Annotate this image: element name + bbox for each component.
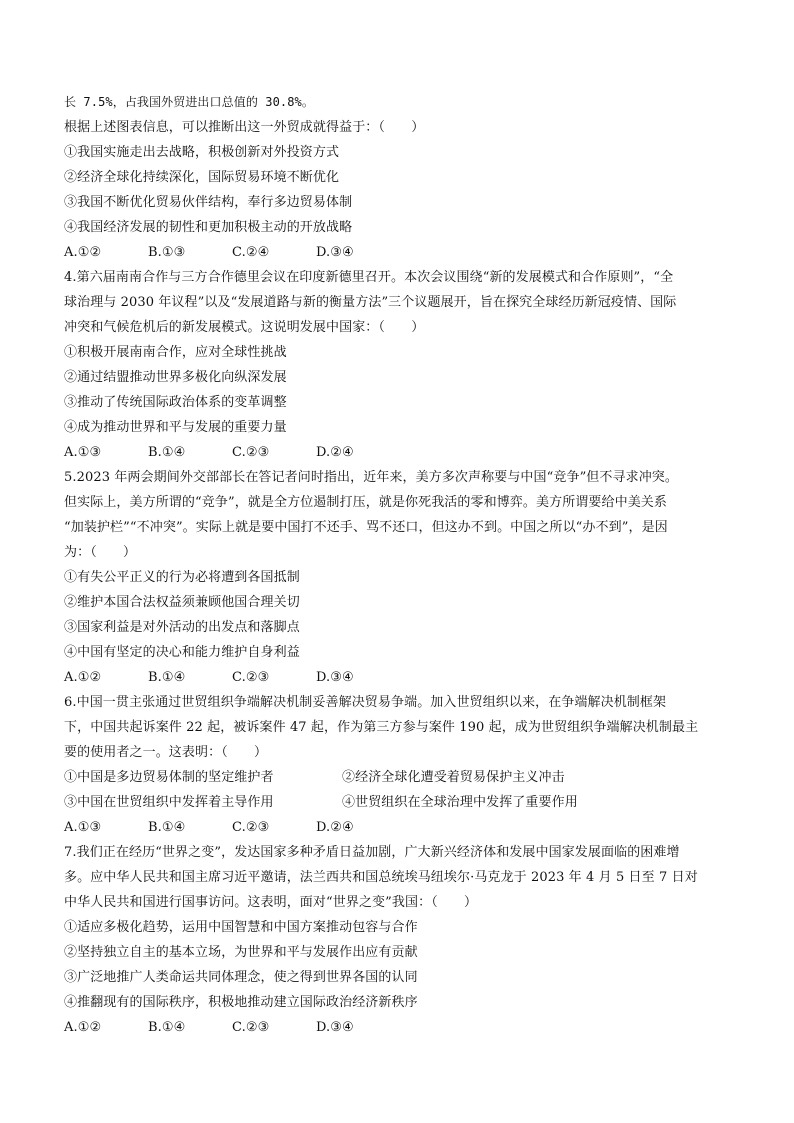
question-5 (64, 465, 740, 690)
question-6-options-row-1 (64, 765, 740, 790)
question-3-choice-a[interactable]: A.①② (64, 245, 102, 260)
question-7-stem-line-2: 多。应中华人民共和国主席习近平邀请，法兰西共和国总统埃马纽埃尔·马克龙于 2023 年 4 月 5 日至 7 日对 (64, 870, 698, 885)
question-4-option-3: ③推动了传统国际政治体系的变革调整 (64, 395, 287, 410)
question-5-option-4: ④中国有坚定的决心和能力维护自身利益 (64, 645, 300, 660)
question-3-option-3: ③我国不断优化贸易伙伴结构，奉行多边贸易体制 (64, 195, 353, 210)
question-7-answer-choices (64, 1015, 740, 1040)
question-4 (64, 265, 740, 465)
page-content (64, 90, 740, 1040)
question-6-option-1: ①中国是多边贸易体制的坚定维护者 (64, 770, 274, 785)
question-6-choice-d[interactable]: D.②④ (316, 820, 354, 835)
question-6-choice-b[interactable]: B.①④ (148, 820, 186, 835)
question-6 (64, 690, 740, 840)
question-7-choice-b[interactable]: B.①④ (148, 1020, 186, 1035)
question-3 (64, 115, 740, 265)
question-7-choice-a[interactable]: A.①② (64, 1020, 102, 1035)
question-5-choice-a[interactable]: A.①② (64, 670, 102, 685)
question-5-choice-c[interactable]: C.②③ (232, 670, 270, 685)
question-5-choice-b[interactable]: B.①④ (148, 670, 186, 685)
question-5-stem-line-3: “加装护栏”“不冲突”。实际上就是要中国打不还手、骂不还口，但这办不到。中国之所以“办不到”，是因 (64, 520, 668, 535)
question-3-choice-b[interactable]: B.①③ (148, 245, 186, 260)
question-6-option-4: ④世贸组织在全球治理中发挥了重要作用 (342, 795, 578, 810)
question-6-answer-choices (64, 815, 740, 840)
question-4-option-2: ②通过结盟推动世界多极化向纵深发展 (64, 370, 287, 385)
question-6-stem-line-2: 下，中国共起诉案件 22 起，被诉案件 47 起，作为第三方参与案件 190 起，成为世贸组织争端解决机制最主 (64, 720, 699, 735)
question-4-choice-a[interactable]: A.①③ (64, 445, 102, 460)
question-6-stem-line-3: 要的使用者之一。这表明：（ ） (64, 745, 268, 760)
question-5-stem-line-4: 为：（ ） (64, 545, 137, 560)
question-5-stem-line-1: 5.2023 年两会期间外交部部长在答记者问时指出，近年来，美方多次声称要与中国“竞争”但不寻求冲突。 (64, 470, 679, 485)
question-7 (64, 840, 740, 1040)
continuation-line: 长 7.5%，占我国外贸进出口总值的 30.8%。 (64, 95, 314, 109)
question-4-choice-c[interactable]: C.②③ (232, 445, 270, 460)
question-5-option-3: ③国家利益是对外活动的出发点和落脚点 (64, 620, 300, 635)
question-6-choice-c[interactable]: C.②③ (232, 820, 270, 835)
question-3-option-1: ①我国实施走出去战略，积极创新对外投资方式 (64, 145, 340, 160)
question-6-option-3: ③中国在世贸组织中发挥着主导作用 (64, 795, 274, 810)
question-7-stem-line-3: 中华人民共和国进行国事访问。这表明，面对“世界之变”我国：（ ） (64, 895, 478, 910)
question-3-option-2: ②经济全球化持续深化，国际贸易环境不断优化 (64, 170, 340, 185)
question-5-option-2: ②维护本国合法权益须兼顾他国合理关切 (64, 595, 300, 610)
question-4-choice-b[interactable]: B.①④ (148, 445, 186, 460)
question-3-choice-d[interactable]: D.③④ (316, 245, 354, 260)
question-7-option-4: ④推翻现有的国际秩序，积极地推动建立国际政治经济新秩序 (64, 995, 418, 1010)
question-4-option-1: ①积极开展南南合作，应对全球性挑战 (64, 345, 287, 360)
question-6-options-row-2 (64, 790, 740, 815)
question-5-option-1: ①有失公平正义的行为必将遭到各国抵制 (64, 570, 300, 585)
question-6-choice-a[interactable]: A.①③ (64, 820, 102, 835)
question-4-stem-line-2: 球治理与 2030 年议程”以及“发展道路与新的衡量方法”三个议题展开，旨在探究全球经历新冠疫情、国际 (64, 295, 677, 310)
question-7-choice-d[interactable]: D.③④ (316, 1020, 354, 1035)
question-3-stem: 根据上述图表信息，可以推断出这一外贸成就得益于：（ ） (64, 120, 425, 135)
question-4-choice-d[interactable]: D.②④ (316, 445, 354, 460)
question-4-stem-line-1: 4.第六届南南合作与三方合作德里会议在印度新德里召开。本次会议围绕“新的发展模式和合作原则”，“全 (64, 270, 674, 285)
question-5-answer-choices (64, 665, 740, 690)
question-7-option-1: ①适应多极化趋势，运用中国智慧和中国方案推动包容与合作 (64, 920, 418, 935)
question-3-option-4: ④我国经济发展的韧性和更加积极主动的开放战略 (64, 220, 353, 235)
question-3-choice-c[interactable]: C.②④ (232, 245, 270, 260)
question-7-stem-line-1: 7.我们正在经历“世界之变”，发达国家多种矛盾日益加剧，广大新兴经济体和发展中国家发展面临的困难增 (64, 845, 680, 860)
question-7-option-3: ③广泛地推广人类命运共同体理念，使之得到世界各国的认同 (64, 970, 418, 985)
question-3-answer-choices (64, 240, 740, 265)
question-4-answer-choices (64, 440, 740, 465)
question-7-choice-c[interactable]: C.②③ (232, 1020, 270, 1035)
question-4-option-4: ④成为推动世界和平与发展的重要力量 (64, 420, 287, 435)
question-5-choice-d[interactable]: D.③④ (316, 670, 354, 685)
question-5-stem-line-2: 但实际上，美方所谓的“竞争”，就是全方位遏制打压，就是你死我活的零和博弈。美方所谓要给中美关系 (64, 495, 667, 510)
question-7-option-2: ②坚持独立自主的基本立场，为世界和平与发展作出应有贡献 (64, 945, 418, 960)
question-4-stem-line-3: 冲突和气候危机后的新发展模式。这说明发展中国家：（ ） (64, 320, 425, 335)
question-6-option-2: ②经济全球化遭受着贸易保护主义冲击 (342, 770, 565, 785)
question-6-stem-line-1: 6.中国一贯主张通过世贸组织争端解决机制妥善解决贸易争端。加入世贸组织以来，在争端解决机制框架 (64, 695, 667, 710)
